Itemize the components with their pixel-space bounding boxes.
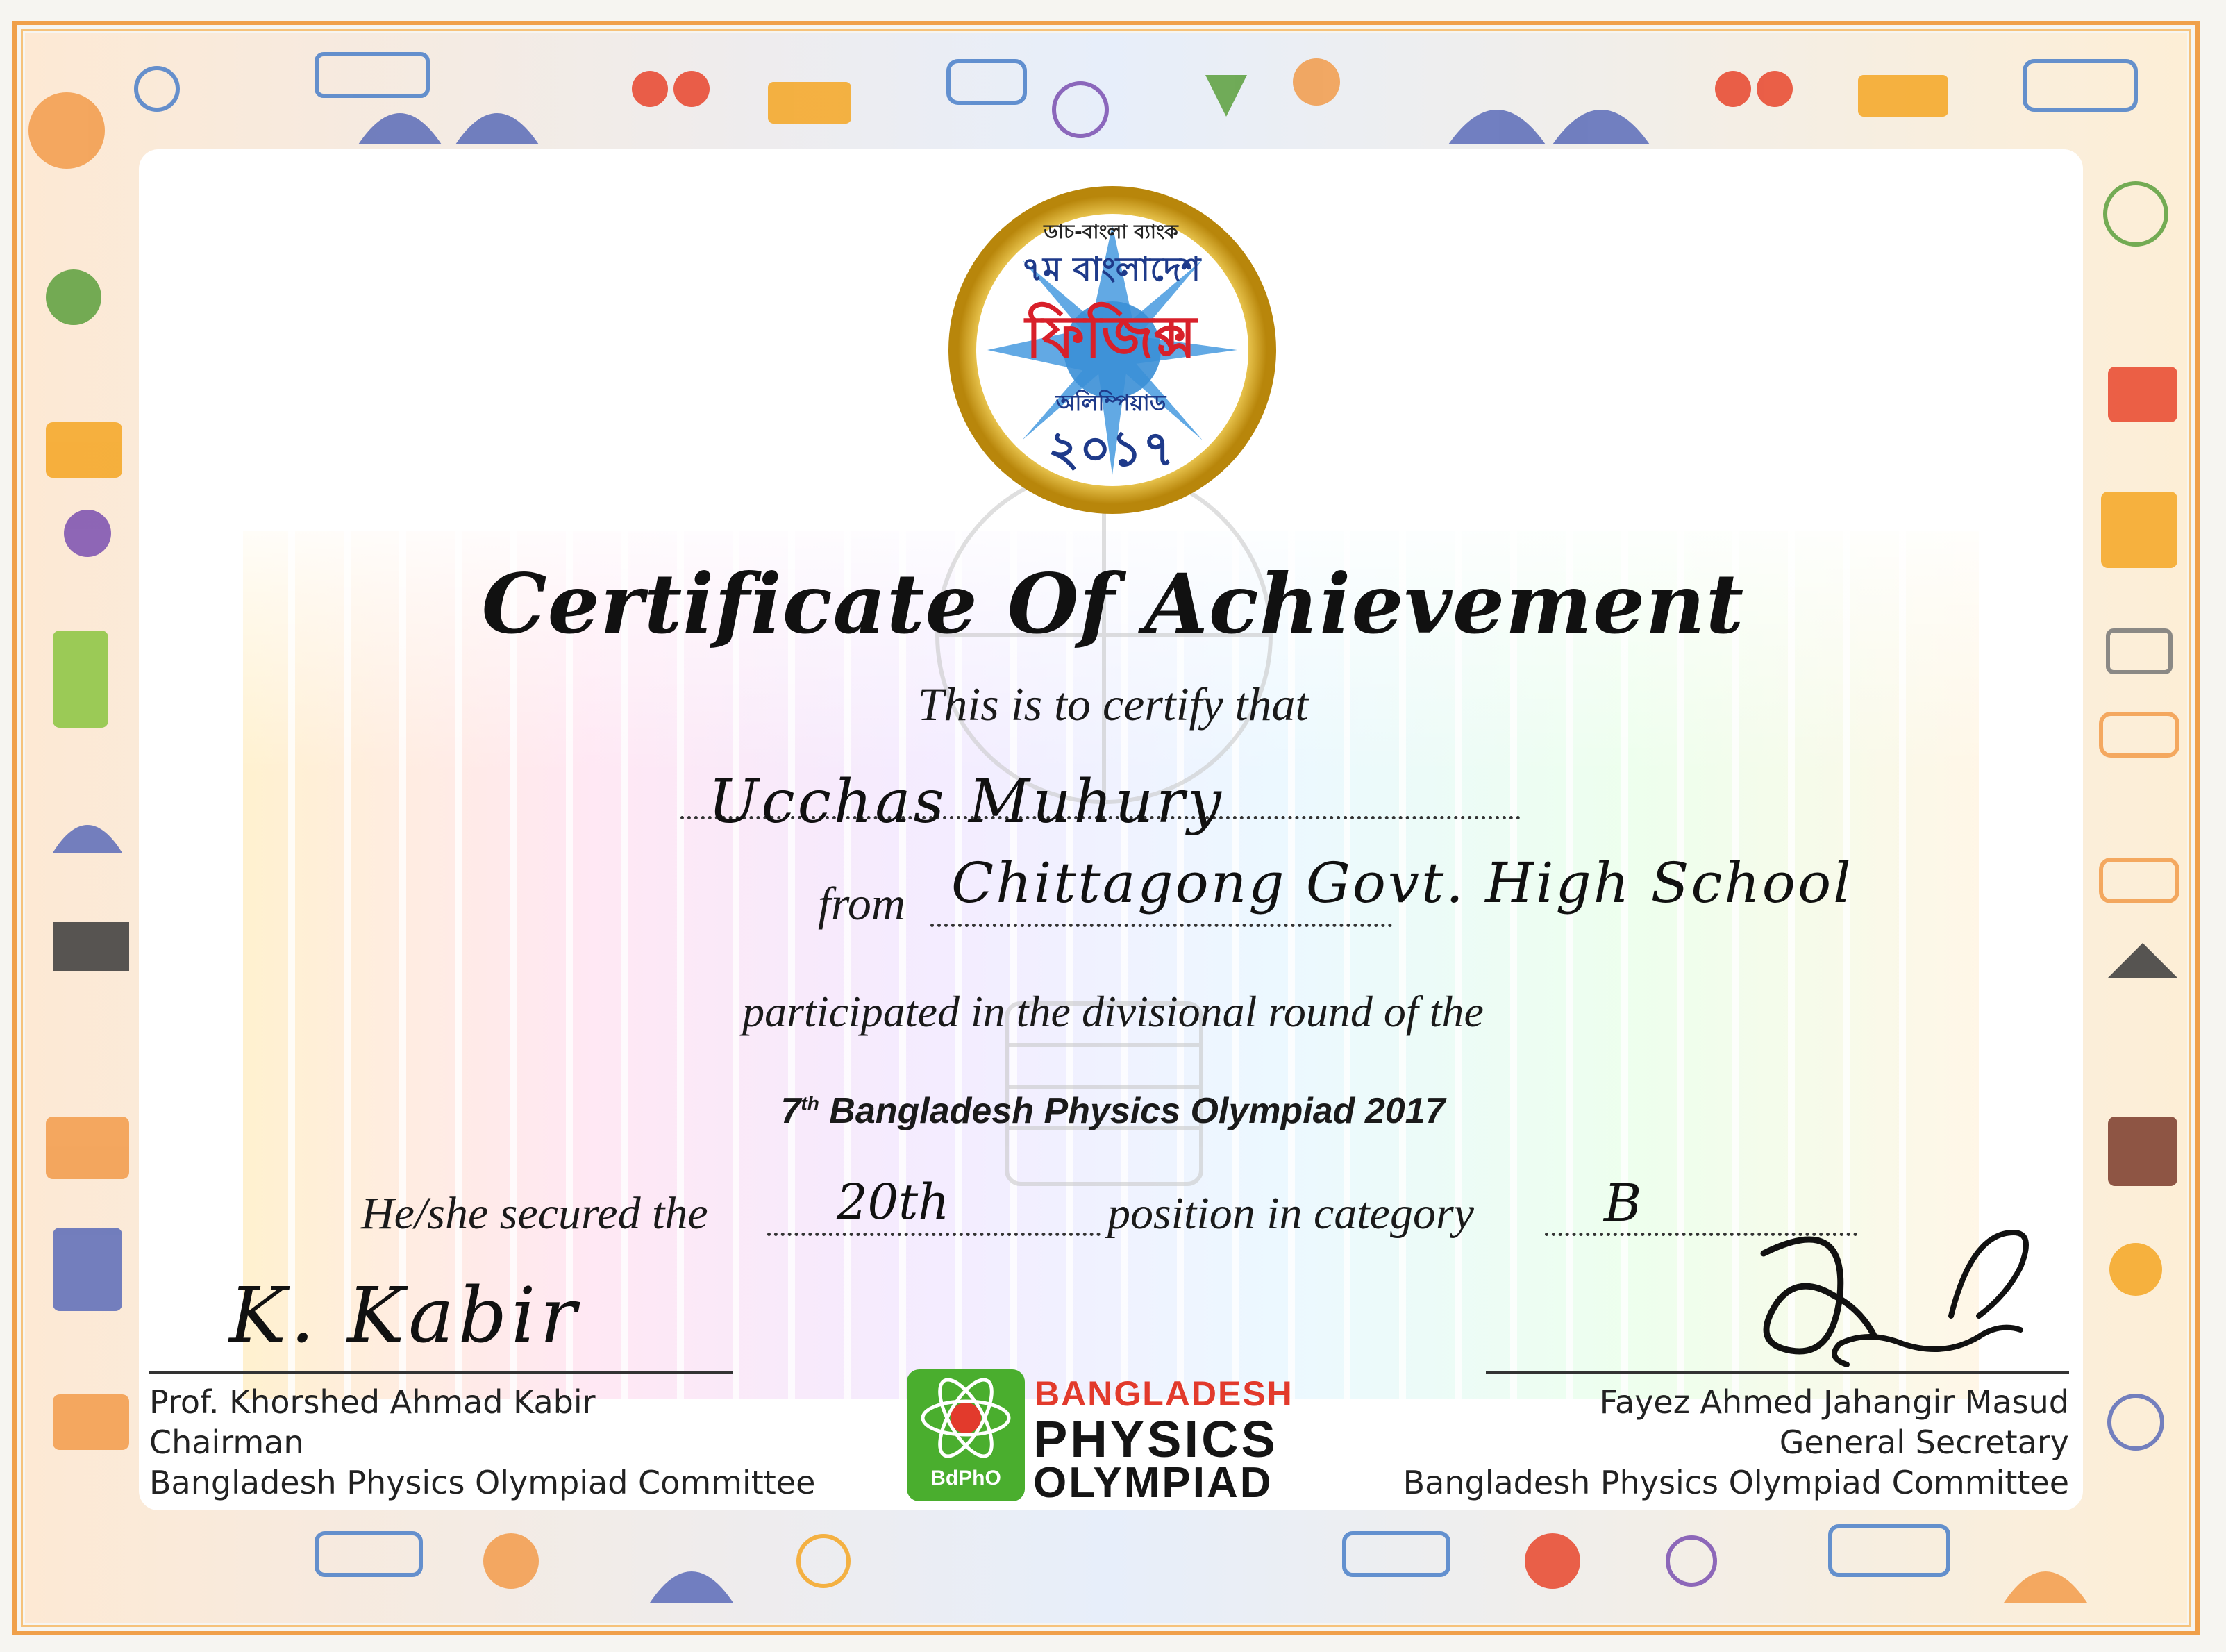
secured-label: He/she secured the — [361, 1188, 708, 1239]
secretary-role: General Secretary — [1779, 1424, 2069, 1461]
school-name: Chittagong Govt. High School — [951, 851, 1853, 915]
atom-icon — [907, 1369, 1025, 1467]
secretary-signature — [1722, 1212, 2069, 1378]
emblem-year: ২০১৭ — [1048, 420, 1174, 477]
bdpho-abbr: BdPhO — [930, 1467, 1001, 1490]
chairman-org: Bangladesh Physics Olympiad Committee — [149, 1464, 816, 1501]
secretary-block — [1403, 1382, 2069, 1503]
logo-line-bangladesh: BANGLADESH — [1035, 1374, 1294, 1413]
emblem-edition: ৭ম বাংলাদেশ — [1021, 250, 1201, 289]
logo-line-physics: PHYSICS — [1033, 1410, 1278, 1468]
chairman-block — [149, 1382, 815, 1503]
from-label: from — [818, 877, 905, 930]
recipient-name: Ucchas Muhury — [708, 767, 1224, 837]
position-label: position in category — [1107, 1188, 1474, 1239]
olympiad-name-line — [0, 1090, 2226, 1132]
emblem-main-word: ফিজিক্স — [1025, 303, 1197, 371]
position-underline — [767, 1233, 1101, 1236]
emblem-sub-word: অলিম্পিয়াড — [1055, 390, 1166, 416]
secretary-org: Bangladesh Physics Olympiad Committee — [1403, 1464, 2069, 1501]
certificate-title: Certificate Of Achievement — [481, 556, 1745, 652]
chairman-signature: K. Kabir — [229, 1271, 581, 1360]
secretary-name: Fayez Ahmed Jahangir Masud — [1599, 1383, 2069, 1421]
olympiad-ordinal-suffix: th — [801, 1092, 819, 1115]
certify-line: This is to certify that — [917, 678, 1309, 731]
category-value: B — [1604, 1174, 1642, 1233]
emblem-sponsor: ডাচ-বাংলা ব্যাংক — [1044, 220, 1178, 243]
chairman-name: Prof. Khorshed Ahmad Kabir — [149, 1383, 596, 1421]
olympiad-name: Bangladesh Physics Olympiad 2017 — [829, 1091, 1446, 1131]
school-underline — [930, 924, 1392, 927]
chairman-role: Chairman — [149, 1424, 304, 1461]
position-value: 20th — [837, 1174, 950, 1230]
secretary-signature-line — [1486, 1371, 2069, 1374]
participated-line: participated in the divisional round of the — [742, 987, 1484, 1036]
chairman-signature-line — [149, 1371, 733, 1374]
olympiad-ordinal: 7 — [780, 1091, 801, 1131]
logo-line-olympiad: OLYMPIAD — [1033, 1459, 1273, 1507]
